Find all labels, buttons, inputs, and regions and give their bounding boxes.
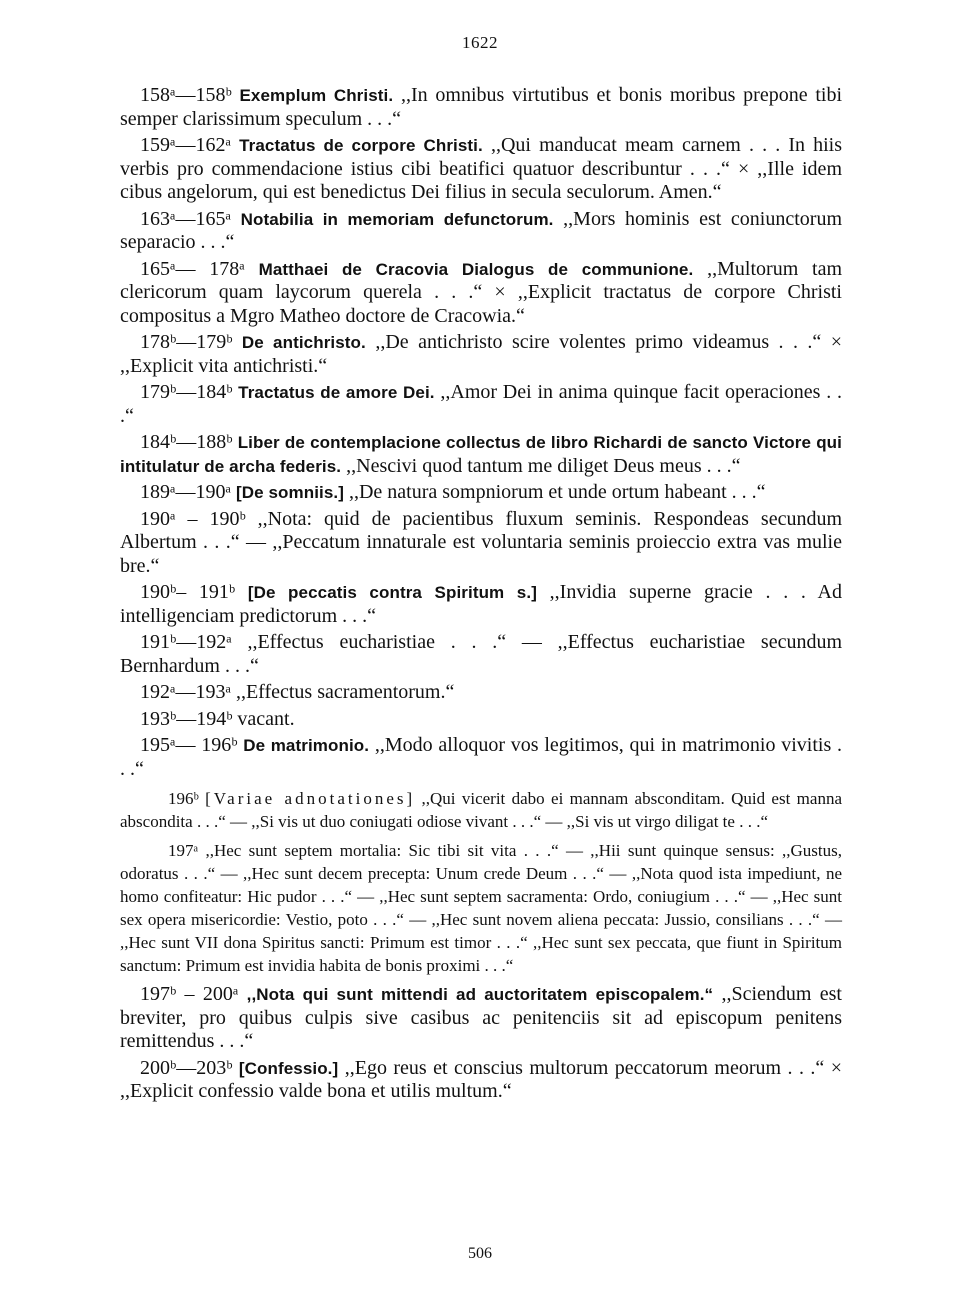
page-footer-number: 506	[468, 1245, 492, 1262]
catalog-entry	[120, 581, 842, 628]
catalog-entry-small	[120, 787, 842, 833]
entry-text: ,,De antichristo scire volentes primo videamus . . .“ × ,,Explicit vita antichristi.“	[120, 331, 843, 377]
entry-title: [De peccatis contra Spiritum s.]	[247, 583, 537, 602]
entry-text: ,,Amor Dei in anima quinque facit operaciones . . .“	[120, 381, 842, 427]
entry-spaced-title: [Variae adnotationes]	[205, 789, 416, 808]
folio-range: 178ᵇ—179ᵇ	[140, 331, 233, 353]
folio-range: 200ᵇ—203ᵇ	[140, 1056, 233, 1079]
entry-title: Liber de contemplacione collectus de libro Richardi de sancto Victore qui intitulatur de archa federis.	[120, 433, 842, 476]
folio-range: 165ᵃ— 178ᵃ	[140, 257, 245, 280]
entry-text: ,,Ego reus et conscius multorum peccatorum meorum . . .“ × ,,Explicit confessio valde bona et utilis multum.“	[120, 1056, 843, 1102]
catalog-entry	[120, 681, 842, 705]
entry-text: ,,Effectus eucharistiae . . .“ — ,,Effectus eucharistiae secundum Bernhardum . . .“	[120, 631, 842, 677]
folio-range: 163ᵃ—165ᵃ	[140, 207, 231, 230]
entry-text: ,,Hec sunt septem mortalia: Sic tibi sit vita . . .“ — ,,Hii sunt quinque sensus: ,,Gustus, odoratus . . .“ — ,,Hec sunt decem precepta: Unum crede Deum . . .“ — ,,Nota quod ista impediunt, ne homo confiteatur: Hic pudor . . .“ — ,,Hec sunt septem sacramenta: Ordo, coniugium . . .“ — ,,Hec sunt sex opera misericordie: Vestio, poto . . .“ — ,,Hec sunt novem aliena peccata: Jussio, consilians . . .“ — ,,Hec sunt VII dona Spiritus sancti: Primum est timor . . .“ ,,Hec sunt sex peccata, que fiunt in Spiritum sanctum: Primum est invidia habita de bonis proximi . . .“	[120, 841, 842, 975]
folio-range: 197ᵃ	[168, 841, 199, 860]
entry-text: ,,Invidia superne gracie . . . Ad intelligenciam predictorum . . .“	[120, 581, 842, 627]
catalog-entry-small	[120, 839, 842, 977]
entry-text: ,,Effectus sacramentorum.“	[235, 681, 455, 703]
catalog-entry	[120, 331, 842, 378]
folio-range: 184ᵇ—188ᵇ	[140, 431, 233, 453]
entry-title: De antichristo.	[241, 333, 366, 352]
entry-text: ,,Qui vicerit dabo ei mannam absconditam. Quid est manna abscondita . . .“ — ,,Si vis ut duo coniugati odiose vivant . . .“ — ,,Si vis ut virgo diligat te . . .“	[120, 789, 842, 831]
folio-range: 158ᵃ—158ᵇ	[140, 84, 232, 106]
folio-range: 190ᵇ– 191ᵇ	[140, 581, 236, 603]
folio-range: 195ᵃ— 196ᵇ	[140, 734, 238, 756]
folio-range: 159ᵃ—162ᵃ	[140, 134, 231, 156]
entry-text: ,,Nota: quid de pacientibus fluxum seminis. Respondeas secundum Albertum . . .“ — ,,Peccatum innaturale est voluntaria seminis proieccio extra vas mulie bre.“	[120, 507, 843, 577]
entry-title: De matrimonio.	[243, 736, 370, 755]
entry-text: ,,Mors hominis est coniunctorum separacio . . .“	[120, 207, 843, 253]
catalog-entry	[120, 508, 842, 579]
entry-text: ,,Sciendum est breviter, pro quibus culpis sive casibus ac penitenciis sit ad episcopum penitens remittendus . . .“	[120, 983, 842, 1052]
entry-title: Tractatus de corpore Christi.	[239, 136, 483, 155]
entry-title: Exemplum Christi.	[239, 86, 394, 105]
page-header-number: 1622	[462, 33, 498, 52]
catalog-entry	[120, 84, 842, 131]
folio-range: 189ᵃ—190ᵃ	[140, 481, 231, 503]
catalog-entry	[120, 1057, 842, 1104]
catalog-entry	[120, 381, 842, 428]
entry-title: ,,Nota qui sunt mittendi ad auctoritatem episcopalem.“	[246, 985, 714, 1004]
entry-title: [Confessio.]	[238, 1058, 339, 1078]
folio-range: 193ᵇ—194ᵇ	[140, 707, 233, 730]
entry-text: ,,Qui manducat meam carnem . . . In hiis verbis pro commendacione istius cibi beatifici quatuor describuntur . . .“ × ,,Ille idem cibus angelorum, qui est benedictus Dei filius in secula seculorum. Amen.“	[120, 134, 843, 203]
catalog-entry	[120, 481, 842, 505]
folio-range: 192ᵃ—193ᵃ	[140, 681, 231, 703]
catalog-entry	[120, 734, 842, 781]
catalog-entry	[120, 983, 842, 1054]
folio-range: 191ᵇ—192ᵃ	[140, 631, 232, 653]
folio-range: 190ᵃ – 190ᵇ	[140, 507, 246, 530]
entry-text: ,,De natura sompniorum et unde ortum habeant . . .“	[348, 481, 766, 503]
catalog-entry	[120, 258, 842, 329]
folio-range: 197ᵇ – 200ᵃ	[140, 983, 239, 1005]
entry-text: vacant.	[237, 707, 295, 730]
entry-title: Notabilia in memoriam defunctorum.	[240, 209, 554, 229]
entry-title: Matthaei de Cracovia Dialogus de communione.	[258, 259, 694, 279]
entry-title: Tractatus de amore Dei.	[238, 383, 435, 402]
catalog-entry	[120, 134, 842, 205]
catalog-entry	[120, 431, 842, 478]
entry-text: ,,Nescivi quod tantum me diliget Deus meus . . .“	[346, 454, 741, 477]
folio-range: 196ᵇ	[168, 789, 199, 808]
entry-text: ,,Multorum tam clericorum quam laycorum querela . . .“ × ,,Explicit tractatus de corpore Christi compositus a Mgro Matheo doctore de Cracowia.“	[120, 257, 843, 327]
folio-range: 179ᵇ—184ᵇ	[140, 381, 233, 403]
entry-text: ,,In omnibus virtutibus et bonis moribus prepone tibi semper clarissimum speculum . . .“	[120, 84, 843, 130]
catalog-entry	[120, 208, 842, 255]
entry-text: ,,Modo alloquor vos legitimos, qui in matrimonio vivitis . . .“	[120, 734, 843, 780]
catalog-entry	[120, 708, 842, 732]
catalog-entry	[120, 631, 842, 678]
entry-title: [De somniis.]	[235, 483, 344, 502]
catalog-body	[120, 84, 842, 1107]
